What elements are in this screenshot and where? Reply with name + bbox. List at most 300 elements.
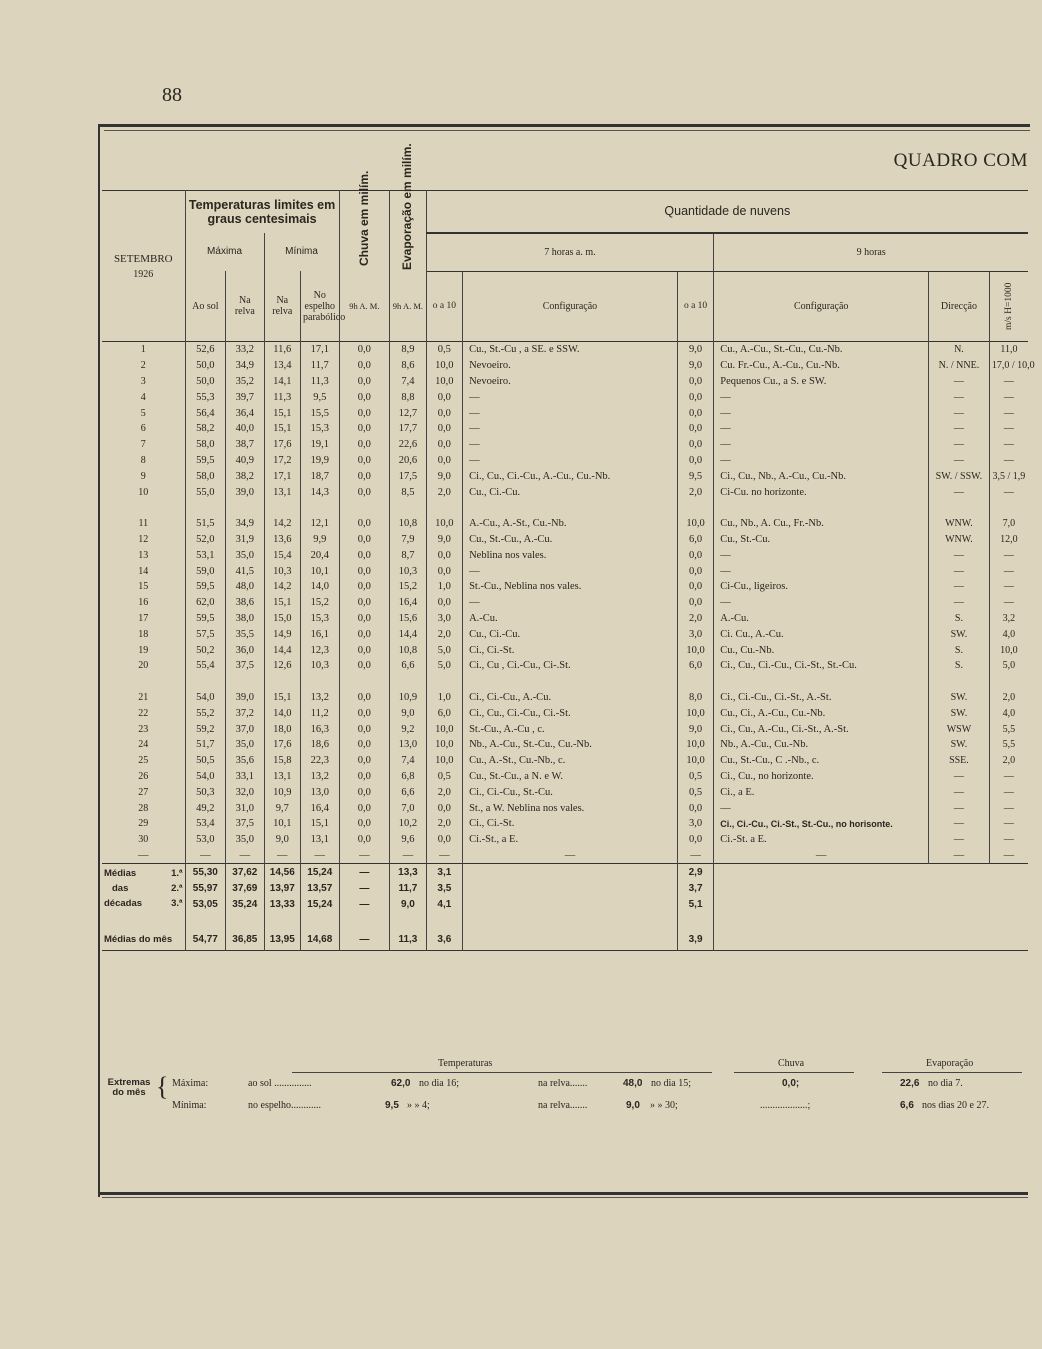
- na-relva-min-header: Na relva: [264, 271, 300, 342]
- month-label: SETEMBRO: [113, 252, 173, 265]
- data-cell: 5,5: [1002, 739, 1016, 751]
- data-cell: —: [929, 421, 990, 437]
- data-cell: 35,0: [226, 547, 264, 563]
- data-cell: 0,0: [339, 832, 390, 848]
- data-cell: 10,0: [426, 753, 462, 769]
- data-cell: 15,4: [264, 547, 300, 563]
- dash-cell: —: [714, 848, 929, 864]
- data-cell: —: [714, 800, 929, 816]
- day-cell: 27: [102, 784, 185, 800]
- data-cell: 38,7: [226, 437, 264, 453]
- dash-cell: —: [339, 848, 390, 864]
- media-cell: 14,56: [264, 864, 300, 881]
- data-cell: 31,0: [226, 800, 264, 816]
- data-cell: —: [929, 389, 990, 405]
- seven-am-header: 7 horas a. m.: [426, 233, 714, 271]
- data-cell: 51,7: [185, 737, 226, 753]
- data-cell: 0,0: [426, 437, 462, 453]
- data-cell: 50,5: [185, 753, 226, 769]
- data-cell: 11,6: [264, 342, 300, 358]
- data-cell: 15,5: [301, 405, 340, 421]
- day-cell: 1: [102, 342, 185, 358]
- media-cell: —: [339, 896, 390, 912]
- table-row: [102, 769, 1028, 785]
- temperature-header: Temperaturas limites em graus centesimais: [188, 197, 336, 226]
- data-cell: A.-Cu.: [463, 611, 678, 627]
- day-cell: 13: [102, 547, 185, 563]
- data-cell: 10,1: [264, 816, 300, 832]
- data-cell: Ci., a E.: [714, 784, 929, 800]
- table-row: [102, 721, 1028, 737]
- ext-brace: {: [156, 1072, 169, 1101]
- data-cell: Ci., Cu., Ci.-Cu., Ci.-St., St.-Cu.: [714, 658, 929, 674]
- medias-mes-label: Médias do mês: [102, 928, 185, 951]
- mes-cell: 3,9: [677, 928, 713, 951]
- media-cell: 13,33: [264, 896, 300, 912]
- ext-evap-min-val: 6,6: [900, 1100, 914, 1111]
- data-cell: —: [929, 484, 990, 500]
- data-cell: Ci., Cu., A.-Cu., Ci.-St., A.-St.: [714, 721, 929, 737]
- data-cell: 18,7: [301, 468, 340, 484]
- data-cell: 10,0: [426, 721, 462, 737]
- nine-header: 9 horas: [714, 233, 1028, 271]
- data-cell: 16,4: [301, 800, 340, 816]
- data-cell: Cu., St.-Cu.: [714, 532, 929, 548]
- data-cell: SW.: [929, 690, 990, 706]
- data-cell: 0,0: [339, 516, 390, 532]
- data-cell: —: [929, 437, 990, 453]
- data-cell: 1,0: [426, 690, 462, 706]
- data-cell: 2,0: [426, 626, 462, 642]
- mes-cell: 11,3: [390, 928, 426, 951]
- data-cell: 7,4: [390, 374, 426, 390]
- data-cell: 0,0: [339, 705, 390, 721]
- data-cell: 39,0: [226, 484, 264, 500]
- data-cell: 55,4: [185, 658, 226, 674]
- data-cell: 12,1: [301, 516, 340, 532]
- decade-1: 1.ª: [171, 867, 183, 879]
- data-cell: 0,0: [339, 753, 390, 769]
- data-cell: 9,5: [301, 389, 340, 405]
- table-row: [102, 611, 1028, 627]
- data-cell: Ci. Cu., A.-Cu.: [714, 626, 929, 642]
- data-cell: 11,7: [301, 358, 340, 374]
- data-cell: 16,3: [301, 721, 340, 737]
- data-cell: 20,6: [390, 453, 426, 469]
- data-cell: 0,0: [339, 437, 390, 453]
- data-cell: —: [463, 595, 678, 611]
- data-cell: 15,0: [264, 611, 300, 627]
- data-cell: 14,0: [301, 579, 340, 595]
- data-cell: 17,0 / 10,0: [991, 360, 1035, 372]
- data-cell: 18,0: [264, 721, 300, 737]
- data-cell: 14,4: [264, 642, 300, 658]
- ext-maxima-label: Máxima:: [172, 1078, 209, 1089]
- media-cell: 35,24: [226, 896, 264, 912]
- table-row: [102, 342, 1028, 358]
- data-cell: Cu., Nb., A. Cu., Fr.-Nb.: [714, 516, 929, 532]
- data-cell: St.-Cu., Neblina nos vales.: [463, 579, 678, 595]
- data-cell: 3,2: [1002, 612, 1016, 624]
- ao-sol-header: Ao sol: [185, 271, 226, 342]
- data-cell: 6,6: [390, 658, 426, 674]
- data-cell: 9,0: [426, 532, 462, 548]
- media-cell: 5,1: [677, 896, 713, 912]
- data-cell: Cu., St.-Cu., C .-Nb., c.: [714, 753, 929, 769]
- day-cell: 3: [102, 374, 185, 390]
- data-cell: S.: [929, 658, 990, 674]
- data-cell: 48,0: [226, 579, 264, 595]
- data-cell: 0,0: [426, 421, 462, 437]
- data-cell: —: [714, 595, 929, 611]
- data-cell: Cu., Cu.-Nb.: [714, 642, 929, 658]
- data-cell: 37,5: [226, 816, 264, 832]
- data-cell: —: [1003, 423, 1014, 435]
- data-cell: 15,2: [301, 595, 340, 611]
- data-cell: 0,5: [677, 769, 713, 785]
- data-cell: 0,0: [677, 453, 713, 469]
- data-cell: 36,4: [226, 405, 264, 421]
- data-cell: 7,9: [390, 532, 426, 548]
- data-cell: 0,0: [426, 800, 462, 816]
- max-header: Máxima: [185, 233, 264, 271]
- data-cell: 9,9: [301, 532, 340, 548]
- data-cell: 0,0: [339, 816, 390, 832]
- data-cell: 15,6: [390, 611, 426, 627]
- data-cell: 19,9: [301, 453, 340, 469]
- media-cell: 13,3: [390, 864, 426, 881]
- dash-cell: —: [102, 848, 185, 864]
- data-cell: 0,0: [426, 547, 462, 563]
- data-cell: 59,5: [185, 611, 226, 627]
- data-cell: 2,0: [1002, 755, 1016, 767]
- data-cell: N. / NNE.: [929, 358, 990, 374]
- dash-cell: —: [301, 848, 340, 864]
- data-cell: 35,6: [226, 753, 264, 769]
- day-cell: 26: [102, 769, 185, 785]
- data-cell: 0,0: [677, 595, 713, 611]
- data-cell: 11,3: [301, 374, 340, 390]
- data-cell: 50,0: [185, 374, 226, 390]
- data-cell: 14,3: [301, 484, 340, 500]
- data-cell: 0,0: [339, 547, 390, 563]
- data-cell: 33,1: [226, 769, 264, 785]
- table-row: [102, 784, 1028, 800]
- media-cell: 37,62: [226, 864, 264, 881]
- data-cell: Pequenos Cu., a S. e SW.: [714, 374, 929, 390]
- data-cell: 38,0: [226, 611, 264, 627]
- data-cell: SW.: [929, 626, 990, 642]
- data-cell: 14,1: [264, 374, 300, 390]
- data-cell: 3,5 / 1,9: [992, 470, 1026, 482]
- data-cell: 0,0: [339, 563, 390, 579]
- config-7-header: Configuração: [463, 271, 678, 342]
- data-cell: 9,0: [390, 705, 426, 721]
- data-cell: 10,1: [301, 563, 340, 579]
- data-cell: 58,0: [185, 468, 226, 484]
- day-cell: 7: [102, 437, 185, 453]
- data-cell: 17,1: [301, 342, 340, 358]
- data-cell: 0,0: [339, 579, 390, 595]
- scale-7-header: o a 10: [426, 271, 462, 342]
- data-cell: 40,9: [226, 453, 264, 469]
- rain-time-header: 9h A. M.: [339, 271, 390, 342]
- data-cell: S.: [929, 611, 990, 627]
- data-cell: —: [929, 374, 990, 390]
- data-cell: 15,1: [264, 690, 300, 706]
- data-cell: 58,0: [185, 437, 226, 453]
- data-cell: 2,0: [677, 484, 713, 500]
- evap-time-header: 9h A. M.: [390, 271, 426, 342]
- table-row: [102, 626, 1028, 642]
- table-row: [102, 516, 1028, 532]
- data-cell: 50,2: [185, 642, 226, 658]
- dash-cell: —: [677, 848, 713, 864]
- data-cell: 8,9: [390, 342, 426, 358]
- media-cell: 3,5: [426, 880, 462, 896]
- clouds-header: Quantidade de nuvens: [426, 191, 1028, 233]
- data-cell: 13,0: [301, 784, 340, 800]
- day-cell: 17: [102, 611, 185, 627]
- media-cell: 11,7: [390, 880, 426, 896]
- data-cell: Nb., A.-Cu., Cu.-Nb.: [714, 737, 929, 753]
- data-cell: 2,0: [426, 484, 462, 500]
- data-cell: 59,5: [185, 453, 226, 469]
- day-cell: 12: [102, 532, 185, 548]
- data-cell: 54,0: [185, 690, 226, 706]
- data-cell: St.-Cu., A.-Cu , c.: [463, 721, 678, 737]
- data-cell: 10,0: [677, 705, 713, 721]
- data-cell: —: [1003, 786, 1014, 798]
- data-cell: 33,2: [226, 342, 264, 358]
- medias-label-2: das: [112, 882, 129, 894]
- ext-min-espelho-val: 9,5: [385, 1100, 399, 1111]
- table-row: [102, 374, 1028, 390]
- media-cell: 9,0: [390, 896, 426, 912]
- data-cell: 10,9: [264, 784, 300, 800]
- data-cell: —: [463, 437, 678, 453]
- data-cell: 10,3: [264, 563, 300, 579]
- data-cell: 0,0: [339, 769, 390, 785]
- data-cell: 10,0: [677, 737, 713, 753]
- data-cell: 10,8: [390, 642, 426, 658]
- data-cell: N.: [929, 342, 990, 358]
- data-cell: 0,0: [677, 405, 713, 421]
- data-cell: 10,0: [426, 516, 462, 532]
- data-cell: 34,9: [226, 358, 264, 374]
- data-cell: 9,0: [677, 342, 713, 358]
- decade-3: 3.ª: [171, 897, 183, 909]
- data-cell: 54,0: [185, 769, 226, 785]
- data-cell: 0,0: [677, 547, 713, 563]
- data-cell: —: [929, 563, 990, 579]
- ext-min-espelho: no espelho............: [248, 1100, 322, 1111]
- data-cell: 0,0: [426, 453, 462, 469]
- data-cell: 12,0: [1000, 533, 1018, 545]
- day-cell: 21: [102, 690, 185, 706]
- day-cell: 9: [102, 468, 185, 484]
- data-cell: Ci., Ci.-Cu., Ci.-St., A.-St.: [714, 690, 929, 706]
- page-title: QUADRO COM: [893, 150, 1028, 171]
- data-cell: —: [929, 800, 990, 816]
- data-cell: 0,0: [677, 389, 713, 405]
- data-cell: 9,5: [677, 468, 713, 484]
- data-cell: 0,0: [339, 800, 390, 816]
- data-cell: 0,0: [426, 405, 462, 421]
- data-cell: 8,0: [677, 690, 713, 706]
- data-cell: Cu. Fr.-Cu., A.-Cu., Cu.-Nb.: [714, 358, 929, 374]
- data-cell: WNW.: [929, 516, 990, 532]
- data-cell: 38,6: [226, 595, 264, 611]
- data-cell: 13,4: [264, 358, 300, 374]
- data-cell: Nevoeiro.: [463, 358, 678, 374]
- table-row: [102, 358, 1028, 374]
- direction-header: Direcção: [929, 271, 990, 342]
- data-cell: 0,0: [677, 563, 713, 579]
- data-cell: 55,3: [185, 389, 226, 405]
- data-cell: 0,0: [426, 595, 462, 611]
- data-cell: 0,0: [426, 563, 462, 579]
- data-cell: 0,0: [677, 832, 713, 848]
- data-cell: 16,1: [301, 626, 340, 642]
- data-cell: 0,0: [339, 690, 390, 706]
- data-cell: 0,0: [339, 658, 390, 674]
- data-cell: Ci., Cu., Ci.-Cu., Ci.-St.: [463, 705, 678, 721]
- data-cell: 2,0: [677, 611, 713, 627]
- ext-max-relva-dia: no dia 15;: [651, 1078, 691, 1089]
- day-cell: 2: [102, 358, 185, 374]
- data-cell: —: [1003, 391, 1014, 403]
- data-cell: 11,3: [264, 389, 300, 405]
- data-cell: 19,1: [301, 437, 340, 453]
- data-cell: SW. / SSW.: [929, 468, 990, 484]
- ext-min-espelho-dia: » » 4;: [407, 1100, 430, 1111]
- data-cell: 10,0: [677, 642, 713, 658]
- data-cell: 3,0: [677, 626, 713, 642]
- data-cell: 6,0: [677, 532, 713, 548]
- data-cell: 35,0: [226, 832, 264, 848]
- min-header: Mínima: [264, 233, 339, 271]
- data-cell: —: [929, 579, 990, 595]
- data-cell: 10,0: [426, 358, 462, 374]
- dash-cell: —: [185, 848, 226, 864]
- data-cell: 17,7: [390, 421, 426, 437]
- data-cell: Ci., Ci.-St.: [463, 816, 678, 832]
- data-cell: —: [929, 784, 990, 800]
- data-cell: 0,0: [339, 532, 390, 548]
- data-cell: 32,0: [226, 784, 264, 800]
- data-cell: 0,0: [339, 484, 390, 500]
- data-cell: 12,3: [301, 642, 340, 658]
- data-cell: 0,0: [339, 626, 390, 642]
- data-cell: 0,0: [339, 358, 390, 374]
- data-cell: Cu., St.-Cu , a SE. e SSW.: [463, 342, 678, 358]
- data-cell: Ci-Cu., ligeiros.: [714, 579, 929, 595]
- data-cell: 10,0: [677, 753, 713, 769]
- data-cell: 15,1: [264, 421, 300, 437]
- media-cell: 3,7: [677, 880, 713, 896]
- day-cell: 16: [102, 595, 185, 611]
- data-cell: 0,0: [677, 800, 713, 816]
- table-row: [102, 484, 1028, 500]
- day-cell: 28: [102, 800, 185, 816]
- data-cell: Nb., A.-Cu., St.-Cu., Cu.-Nb.: [463, 737, 678, 753]
- data-cell: —: [1003, 581, 1014, 593]
- bottom-rule-inner: [102, 1197, 1028, 1198]
- data-cell: 8,6: [390, 358, 426, 374]
- data-cell: —: [1003, 834, 1014, 846]
- day-cell: 25: [102, 753, 185, 769]
- dash-cell: —: [390, 848, 426, 864]
- data-cell: 55,2: [185, 705, 226, 721]
- data-cell: 6,0: [426, 705, 462, 721]
- data-cell: —: [929, 405, 990, 421]
- data-cell: 9,2: [390, 721, 426, 737]
- data-cell: 58,2: [185, 421, 226, 437]
- data-cell: 13,1: [264, 769, 300, 785]
- data-cell: 38,2: [226, 468, 264, 484]
- espelho-header: No espelho parabólico: [301, 271, 340, 342]
- ext-min-relva-dia: » » 30;: [650, 1100, 678, 1111]
- data-cell: 10,8: [390, 516, 426, 532]
- media-cell: 53,05: [185, 896, 226, 912]
- data-cell: —: [1003, 439, 1014, 451]
- data-cell: —: [1003, 597, 1014, 609]
- day-cell: 4: [102, 389, 185, 405]
- data-cell: 9,0: [677, 358, 713, 374]
- data-cell: —: [929, 832, 990, 848]
- data-cell: 36,0: [226, 642, 264, 658]
- data-cell: 13,1: [264, 484, 300, 500]
- data-cell: 0,0: [339, 374, 390, 390]
- data-cell: —: [1003, 486, 1014, 498]
- data-cell: —: [1003, 770, 1014, 782]
- data-cell: 0,0: [339, 642, 390, 658]
- data-cell: 7,0: [1002, 518, 1016, 530]
- ext-evap-min-dia: nos dias 20 e 27.: [922, 1100, 989, 1111]
- data-cell: —: [929, 595, 990, 611]
- data-cell: 5,5: [1002, 723, 1016, 735]
- ext-temperaturas-header: Temperaturas: [438, 1058, 493, 1069]
- day-cell: 19: [102, 642, 185, 658]
- data-cell: Ci.-St., a E.: [463, 832, 678, 848]
- day-cell: 24: [102, 737, 185, 753]
- data-cell: 0,0: [426, 389, 462, 405]
- media-cell: 3,1: [426, 864, 462, 881]
- data-cell: 2,0: [426, 784, 462, 800]
- data-cell: 53,1: [185, 547, 226, 563]
- data-cell: WSW: [929, 721, 990, 737]
- data-cell: 9,7: [264, 800, 300, 816]
- data-cell: 10,0: [426, 374, 462, 390]
- data-cell: 14,9: [264, 626, 300, 642]
- data-cell: 8,5: [390, 484, 426, 500]
- data-cell: 0,5: [426, 769, 462, 785]
- data-cell: 50,0: [185, 358, 226, 374]
- data-cell: 0,0: [339, 453, 390, 469]
- table-row: [102, 563, 1028, 579]
- data-cell: 0,0: [339, 595, 390, 611]
- data-cell: Neblina nos vales.: [463, 547, 678, 563]
- data-cell: 8,8: [390, 389, 426, 405]
- data-cell: 9,0: [677, 721, 713, 737]
- data-cell: 0,0: [677, 374, 713, 390]
- day-cell: 23: [102, 721, 185, 737]
- data-cell: —: [929, 453, 990, 469]
- media-cell: 15,24: [301, 896, 340, 912]
- dash-cell: —: [226, 848, 264, 864]
- data-cell: 9,0: [264, 832, 300, 848]
